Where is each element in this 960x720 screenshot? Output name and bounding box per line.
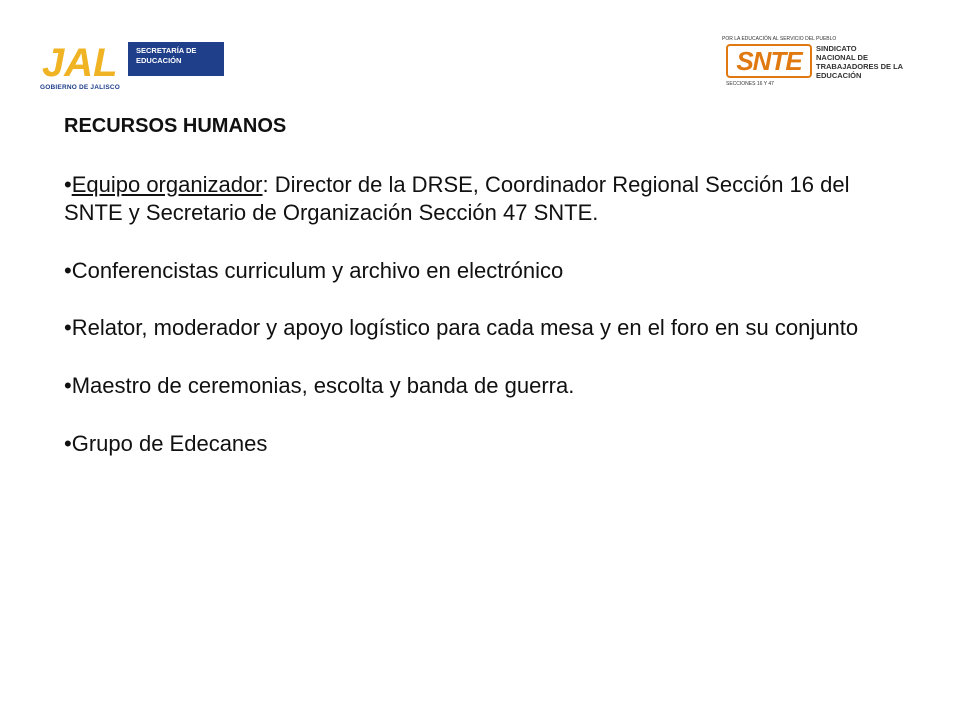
bullet-text: : Director de la DRSE, Coordinador Regional Sección 16 del SNTE y Secretario de Organización Sección 47 SNTE. xyxy=(64,171,850,226)
educacion-line: EDUCACIÓN xyxy=(136,56,182,65)
bullet-marker: • xyxy=(64,257,72,283)
snte-name-line: NACIONAL DE xyxy=(816,53,868,62)
snte-logo xyxy=(722,36,902,92)
bullet-item xyxy=(64,257,914,286)
bullet-text: Maestro de ceremonias, escolta y banda de guerra. xyxy=(71,372,575,398)
secretaria-bar xyxy=(128,42,224,76)
bullet-marker: • xyxy=(64,372,72,398)
snte-wordmark: SNTE xyxy=(726,44,812,78)
slide-heading: RECURSOS HUMANOS xyxy=(64,115,287,137)
bullet-marker: • xyxy=(64,171,72,197)
bullet-marker: • xyxy=(64,315,72,341)
bullet-item xyxy=(64,171,914,228)
gobierno-caption: GOBIERNO DE JALISCO xyxy=(40,84,121,91)
jalisco-education-logo xyxy=(40,38,224,98)
bullet-label: Equipo organizador xyxy=(71,171,263,197)
snte-full-name xyxy=(816,44,903,80)
slide-content xyxy=(64,112,914,487)
snte-name-line: SINDICATO xyxy=(816,44,857,53)
snte-tagline: POR LA EDUCACIÓN AL SERVICIO DEL PUEBLO xyxy=(722,36,837,42)
bullet-marker: • xyxy=(64,430,72,456)
bullet-text: Conferencistas curriculum y archivo en electrónico xyxy=(71,257,564,283)
snte-name-line: EDUCACIÓN xyxy=(816,71,862,80)
bullet-item xyxy=(64,372,914,401)
secretaria-line: SECRETARÍA DE xyxy=(136,46,197,55)
bullet-text: Relator, moderador y apoyo logístico para cada mesa y en el foro en su conjunto xyxy=(71,315,859,341)
snte-sections: SECCIONES 16 Y 47 xyxy=(726,81,774,87)
jalisco-mark-icon xyxy=(40,38,130,82)
bullet-item xyxy=(64,430,914,459)
bullet-item xyxy=(64,314,914,343)
bullet-text: Grupo de Edecanes xyxy=(71,430,268,456)
jal-mark-text: JAL xyxy=(42,41,118,82)
snte-name-line: TRABAJADORES DE LA xyxy=(816,62,904,71)
